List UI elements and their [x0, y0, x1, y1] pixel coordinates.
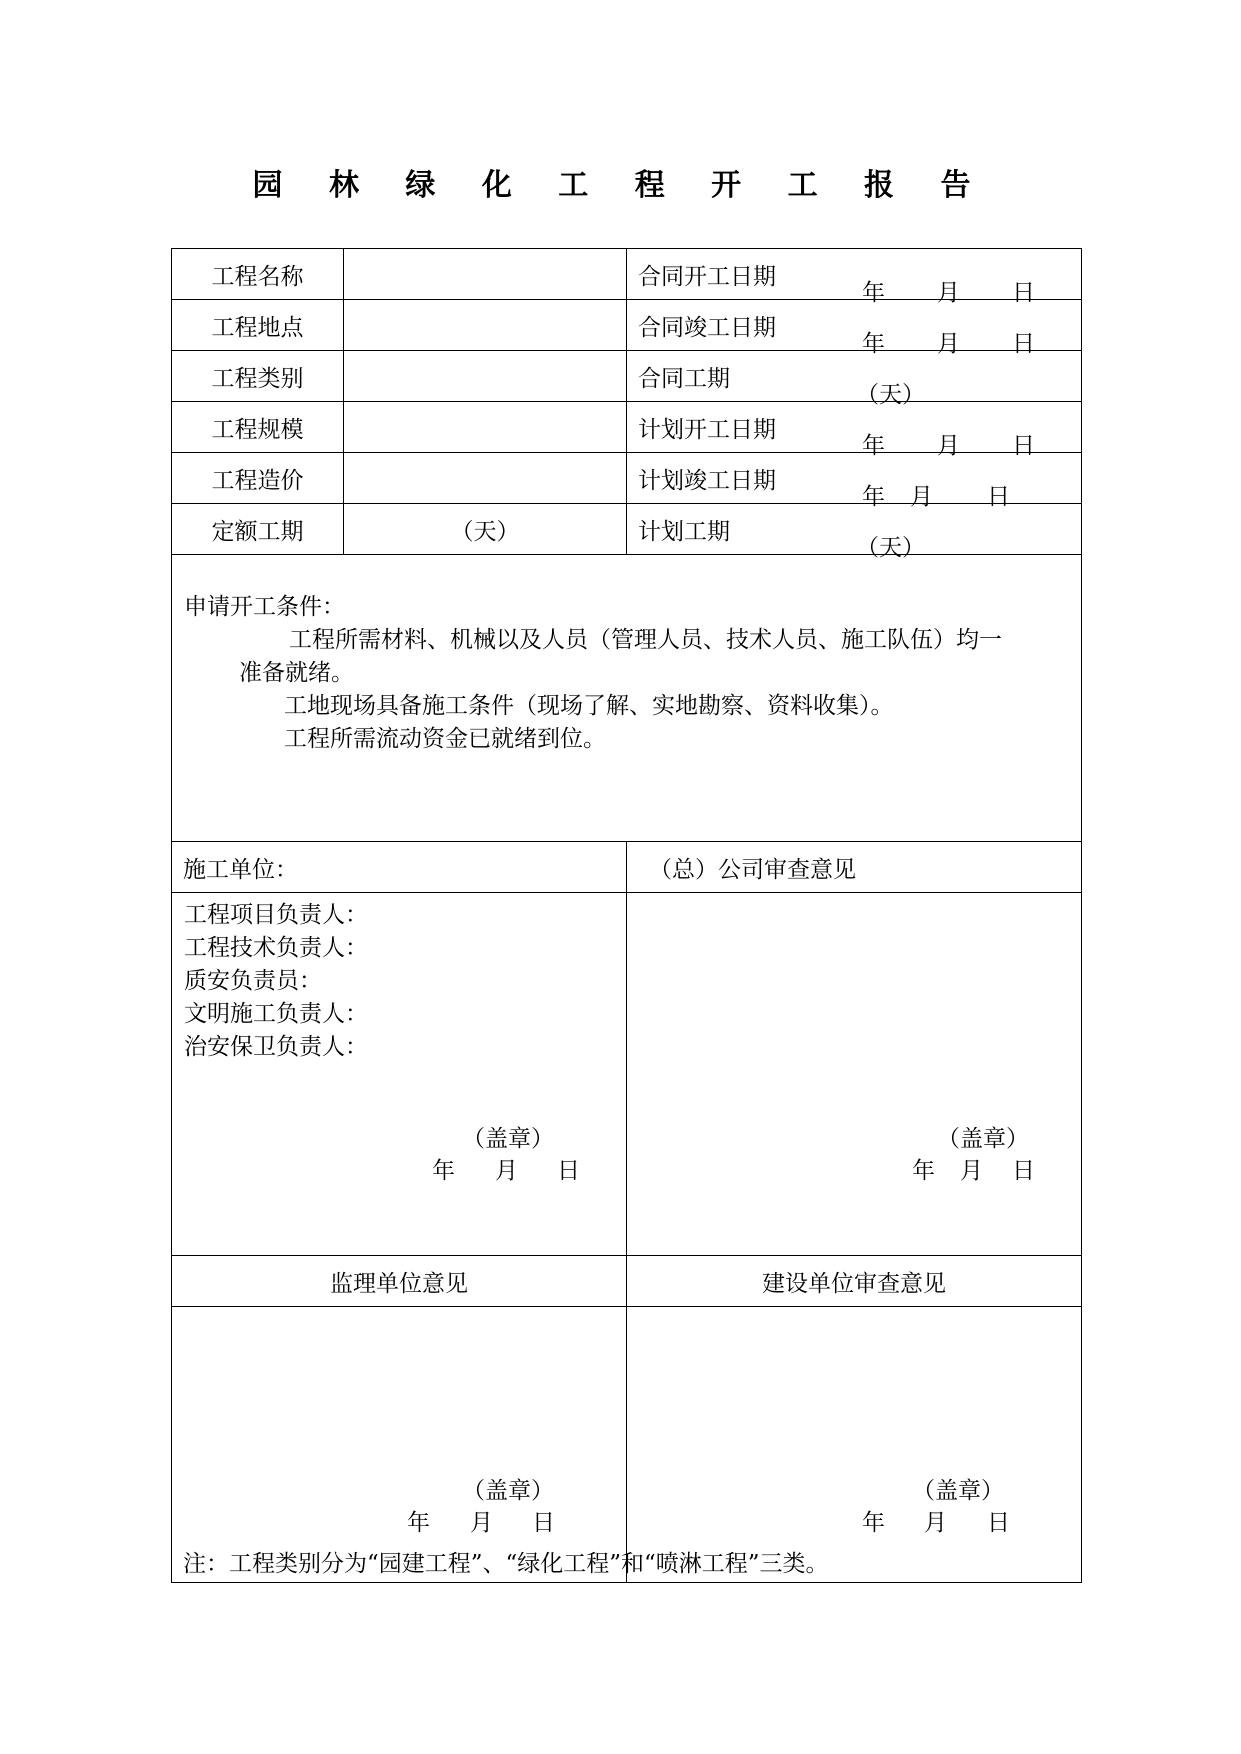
start-conditions-cell[interactable]	[172, 555, 1082, 842]
row-approval-body	[172, 1307, 1082, 1583]
technical-manager-label: 工程技术负责人：	[184, 935, 368, 961]
year-label: 年	[862, 484, 885, 510]
days-unit: （天）	[856, 535, 925, 561]
condition-1: 工程所需材料、机械以及人员（管理人员、技术人员、施工队伍）均一	[289, 627, 1002, 653]
seal-label: （盖章）	[912, 1478, 1004, 1504]
owner-cell[interactable]	[627, 1307, 1082, 1583]
day-label: 日	[1012, 331, 1035, 357]
row-quota-duration	[172, 504, 1082, 555]
owner-heading: 建设单位审查意见	[627, 1256, 1082, 1307]
supervisor-cell[interactable]	[172, 1307, 627, 1583]
seal-label: （盖章）	[462, 1126, 554, 1152]
planned-end-date-label: 计划竣工日期	[638, 467, 776, 494]
quota-duration-field[interactable]: （天）	[344, 504, 627, 555]
year-label: 年	[862, 1510, 885, 1536]
contract-end-date-cell[interactable]	[627, 300, 1082, 357]
month-label: 月	[937, 331, 960, 357]
civilized-construction-label: 文明施工负责人：	[184, 1001, 368, 1027]
day-label: 日	[987, 484, 1010, 510]
contract-end-date-label: 合同竣工日期	[638, 314, 776, 341]
row-project-scale	[172, 402, 1082, 453]
month-label: 月	[937, 433, 960, 459]
contractor-heading: 施工单位：	[172, 842, 627, 893]
year-label: 年	[407, 1510, 430, 1536]
days-unit: （天）	[856, 382, 925, 408]
row-project-location	[172, 300, 1082, 351]
supervisor-stamp	[172, 1307, 626, 1582]
project-category-label: 工程类别	[172, 351, 344, 402]
project-scale-field[interactable]	[344, 402, 627, 453]
project-scale-label: 工程规模	[172, 402, 344, 453]
contract-duration-label: 合同工期	[638, 365, 730, 392]
row-project-name	[172, 249, 1082, 300]
contract-start-date-label: 合同开工日期	[638, 263, 776, 290]
row-project-cost	[172, 453, 1082, 504]
supervisor-heading: 监理单位意见	[172, 1256, 627, 1307]
seal-label: （盖章）	[462, 1478, 554, 1504]
planned-duration-label: 计划工期	[638, 518, 730, 545]
day-label: 日	[557, 1158, 580, 1184]
planned-duration-cell[interactable]	[627, 504, 1082, 561]
owner-stamp	[627, 1307, 1081, 1582]
condition-3: 工程所需流动资金已就绪到位。	[284, 726, 606, 752]
day-label: 日	[1012, 433, 1035, 459]
project-cost-field[interactable]	[344, 453, 627, 504]
month-label: 月	[937, 280, 960, 306]
company-review-heading: （总）公司审查意见	[627, 842, 1082, 893]
footnote: 注：工程类别分为“园建工程”、“绿化工程”和“喷淋工程”三类。	[183, 1551, 829, 1577]
project-manager-label: 工程项目负责人：	[184, 902, 368, 928]
month-label: 月	[495, 1158, 518, 1184]
year-label: 年	[912, 1158, 935, 1184]
row-approval-header	[172, 1256, 1082, 1307]
row-start-conditions	[172, 555, 1082, 842]
month-label: 月	[924, 1510, 947, 1536]
day-label: 日	[987, 1510, 1010, 1536]
condition-1-continued: 准备就绪。	[239, 660, 354, 686]
project-location-field[interactable]	[344, 300, 627, 351]
row-contractor-body	[172, 893, 1082, 1256]
day-label: 日	[1012, 280, 1035, 306]
year-label: 年	[862, 433, 885, 459]
month-label: 月	[910, 484, 933, 510]
planned-end-date-cell[interactable]	[627, 453, 1082, 510]
contract-duration-cell[interactable]	[627, 351, 1082, 408]
contractor-stamp	[172, 893, 626, 1255]
planned-start-date-cell[interactable]	[627, 402, 1082, 459]
row-contractor-header	[172, 842, 1082, 893]
contractor-cell[interactable]	[172, 893, 627, 1256]
condition-2: 工地现场具备施工条件（现场了解、实地勘察、资料收集）。	[284, 693, 894, 719]
conditions-heading: 申请开工条件：	[184, 594, 345, 620]
quota-duration-label: 定额工期	[172, 504, 344, 555]
report-form	[171, 248, 1082, 1583]
page-title: 园 林 绿 化 工 程 开 工 报 告	[252, 168, 989, 203]
year-label: 年	[862, 331, 885, 357]
project-cost-label: 工程造价	[172, 453, 344, 504]
security-manager-label: 治安保卫负责人：	[184, 1034, 368, 1060]
seal-label: （盖章）	[937, 1126, 1029, 1152]
project-category-field[interactable]	[344, 351, 627, 402]
year-label: 年	[862, 280, 885, 306]
project-location-label: 工程地点	[172, 300, 344, 351]
day-label: 日	[1012, 1158, 1035, 1184]
project-name-field[interactable]	[344, 249, 627, 300]
month-label: 月	[960, 1158, 983, 1184]
project-name-label: 工程名称	[172, 249, 344, 300]
quality-safety-label: 质安负责员：	[184, 968, 322, 994]
contract-start-date-cell[interactable]	[627, 249, 1082, 306]
day-label: 日	[532, 1510, 555, 1536]
planned-start-date-label: 计划开工日期	[638, 416, 776, 443]
month-label: 月	[470, 1510, 493, 1536]
company-stamp	[627, 893, 1081, 1255]
year-label: 年	[432, 1158, 455, 1184]
row-project-category	[172, 351, 1082, 402]
company-review-cell[interactable]	[627, 893, 1082, 1256]
